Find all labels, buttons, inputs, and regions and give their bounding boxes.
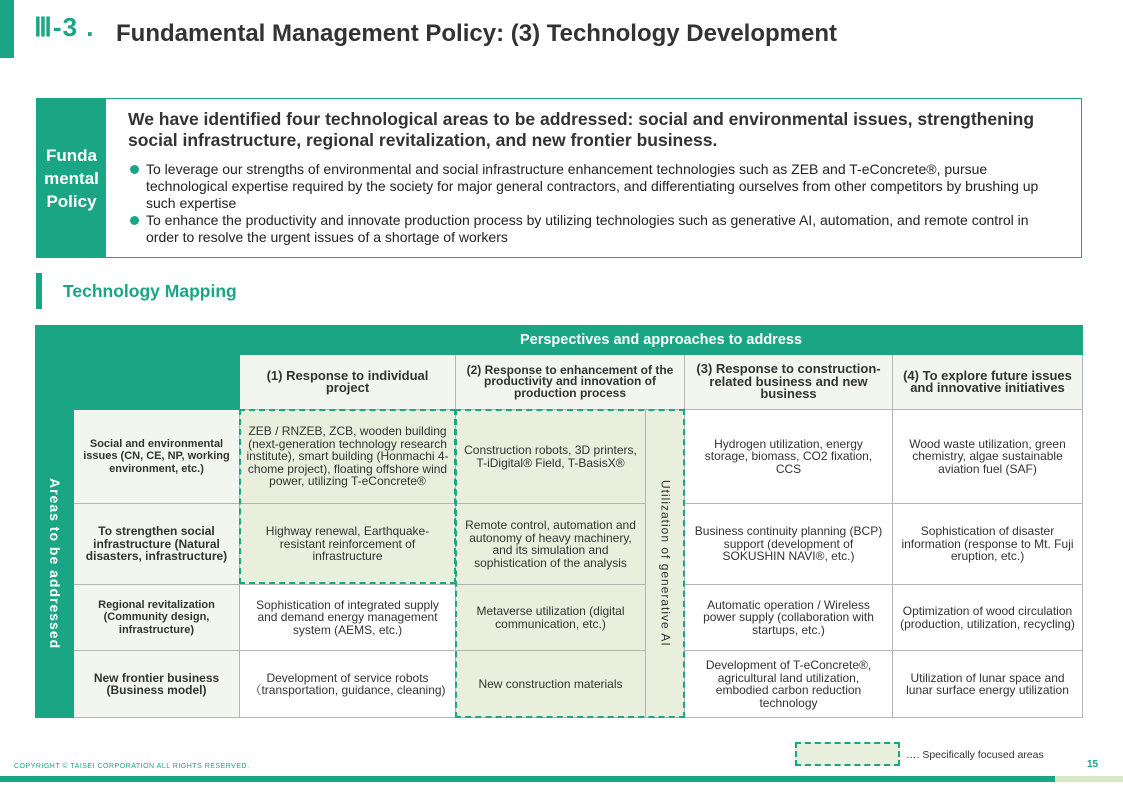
table-cell: Highway renewal, Earthquake-resistant reinforcement of infrastructure <box>240 504 456 585</box>
table-cell: Hydrogen utilization, energy storage, biomass, CO2 fixation, CCS <box>685 410 893 504</box>
mapping-title: Technology Mapping <box>63 281 237 301</box>
table-corner <box>36 326 240 410</box>
perspectives-header: Perspectives and approaches to address <box>240 326 1083 355</box>
policy-label <box>37 99 106 257</box>
footer-bar-light <box>1055 776 1123 782</box>
page-title: Fundamental Management Policy: (3) Technology Development <box>116 20 837 47</box>
table-cell: Development of service robots（transportation, guidance, cleaning) <box>240 651 456 718</box>
row-header: To strengthen social infrastructure (Natural disasters, infrastructure) <box>74 504 240 585</box>
table-cell: Remote control, automation and autonomy of heavy machinery, and its simulation and sophistication of the analysis <box>456 504 646 585</box>
table-cell: Automatic operation / Wireless power supply (collaboration with startups, etc.) <box>685 585 893 651</box>
table-cell: Development of T-eConcrete®, agricultural land utilization, embodied carbon reduction technology <box>685 651 893 718</box>
generative-ai-label: Utilization of generative AI <box>658 480 673 647</box>
policy-label-text: Funda mental Policy <box>44 145 99 211</box>
section-number: Ⅲ-3 . <box>34 12 95 42</box>
policy-bullet-text: To enhance the productivity and innovate production process by utilizing technologies such as generative AI, automation, and remote control in order to resolve the urgent issues of a shortage of workers <box>146 212 1029 245</box>
areas-header-cell <box>36 410 74 718</box>
legend-swatch <box>795 742 900 766</box>
bullet-dot-icon <box>130 165 139 174</box>
table-cell: Utilization of lunar space and lunar surface energy utilization <box>893 651 1083 718</box>
table-cell: Sophistication of integrated supply and demand energy management system (AEMS, etc.) <box>240 585 456 651</box>
policy-bullet-text: To leverage our strengths of environmental and social infrastructure enhancement technologies such as ZEB and T-eConcrete®, pursue technological expertise required by the society for major general contractors, and differentiating ourselves from other competitors by brushing up such expertise <box>146 161 1039 211</box>
table-cell: Business continuity planning (BCP) support (development of SOKUSHIN NAVI®, etc.) <box>685 504 893 585</box>
table-cell: Optimization of wood circulation (production, utilization, recycling) <box>893 585 1083 651</box>
policy-heading: We have identified four technological areas to be addressed: social and environmental issues, strengthening social infrastructure, regional revitalization, and new frontier business. <box>128 109 1035 150</box>
table-cell: ZEB / RNZEB, ZCB, wooden building (next-generation technology research institute), smart building (Honmachi 4-chome project), floating offshore wind power, utilizing T-eConcrete® <box>240 410 456 504</box>
header-accent-bar <box>0 0 14 58</box>
bullet-dot-icon <box>130 216 139 225</box>
row-header: New frontier business (Business model) <box>74 651 240 718</box>
column-header: (4) To explore future issues and innovative initiatives <box>893 355 1083 410</box>
footer-bar <box>0 776 1055 782</box>
policy-bullet <box>130 161 1060 212</box>
table-cell: Wood waste utilization, green chemistry, algae sustainable aviation fuel (SAF) <box>893 410 1083 504</box>
copyright: COPYRIGHT © TAISEI CORPORATION ALL RIGHTS RESERVED. <box>14 763 250 770</box>
mapping-accent-bar <box>36 273 42 309</box>
areas-header: Areas to be addressed <box>46 477 63 650</box>
table-cell: New construction materials <box>456 651 646 718</box>
legend-text: …. Specifically focused areas <box>906 749 1044 761</box>
row-header: Regional revitalization (Community design, infrastructure) <box>74 585 240 651</box>
technology-mapping-table <box>35 325 1083 718</box>
column-header: (1) Response to individual project <box>240 355 456 410</box>
table-cell: Construction robots, 3D printers, T-iDigital® Field, T-BasisX® <box>456 410 646 504</box>
policy-bullet <box>130 212 1060 246</box>
column-header: (3) Response to construction-related business and new business <box>685 355 893 410</box>
column-header: (2) Response to enhancement of the productivity and innovation of production process <box>456 355 685 410</box>
row-header: Social and environmental issues (CN, CE, NP, working environment, etc.) <box>74 410 240 504</box>
table-cell: Metaverse utilization (digital communication, etc.) <box>456 585 646 651</box>
generative-ai-cell <box>646 410 685 718</box>
page-number: 15 <box>1087 759 1099 770</box>
table-cell: Sophistication of disaster information (response to Mt. Fuji eruption, etc.) <box>893 504 1083 585</box>
